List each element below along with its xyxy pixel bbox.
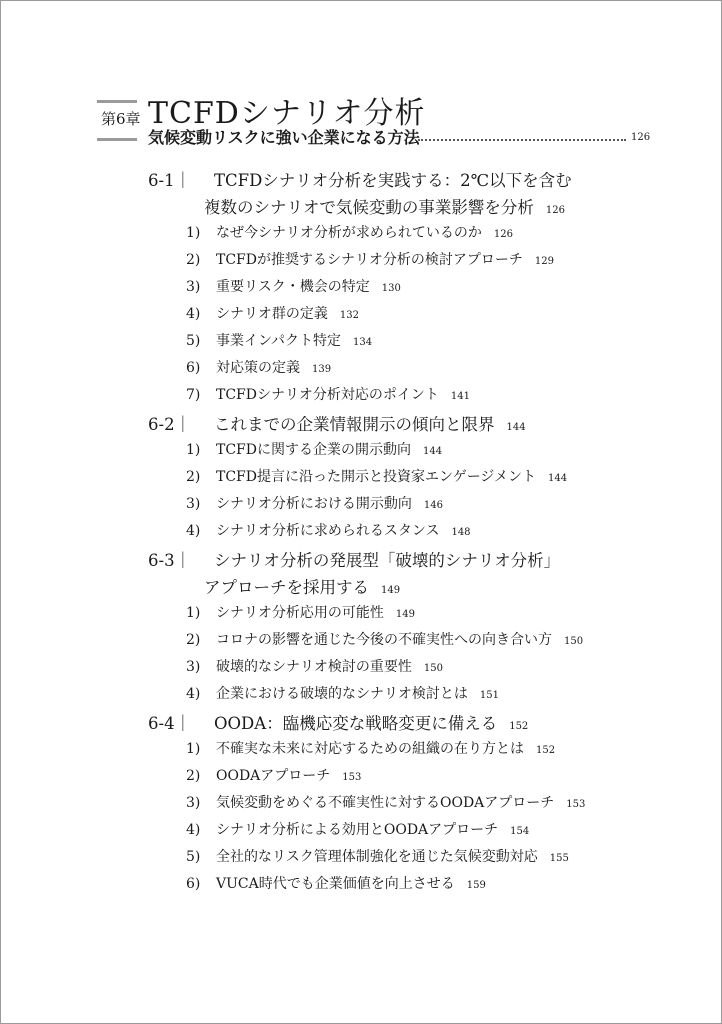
toc-item: [186, 656, 443, 676]
item-page-number: 151: [479, 690, 499, 701]
toc-item: [186, 602, 415, 622]
toc-item: [186, 249, 554, 269]
chapter-rule-bottom: [97, 138, 137, 141]
item-page-number: 153: [566, 799, 586, 810]
item-title: TCFD提言に沿った開示と投資家エンゲージメント: [216, 469, 537, 485]
section-title: シナリオ分析の発展型「破壊的シナリオ分析」: [214, 551, 561, 570]
toc-item: [186, 222, 513, 242]
item-title: TCFDシナリオ分析対応のポイント: [216, 387, 439, 403]
item-number: 1): [186, 741, 201, 757]
toc-item: [186, 493, 443, 513]
item-page-number: 154: [510, 826, 530, 837]
item-number: 3): [186, 496, 201, 512]
section-heading: [148, 411, 526, 435]
item-page-number: 130: [381, 283, 401, 294]
toc-item: [186, 629, 583, 649]
toc-item: [186, 765, 361, 785]
item-page-number: 150: [564, 636, 584, 647]
toc-item: [186, 276, 401, 296]
item-title: シナリオ群の定義: [216, 306, 328, 322]
item-title: シナリオ分析における開示動向: [216, 496, 412, 512]
item-page-number: 152: [536, 745, 556, 756]
section-title: TCFDシナリオ分析を実践する：2℃以下を含む: [214, 171, 572, 190]
item-title: OODAアプローチ: [216, 768, 331, 784]
item-title: 破壊的なシナリオ検討の重要性: [216, 659, 412, 675]
section-page-number: 144: [506, 422, 526, 433]
item-number: 3): [186, 279, 201, 295]
item-number: 5): [186, 849, 201, 865]
section-title-continued: [204, 574, 400, 598]
toc-item: [186, 384, 470, 404]
toc-item: [186, 439, 442, 459]
toc-item: [186, 738, 555, 758]
item-number: 1): [186, 442, 201, 458]
item-number: 1): [186, 225, 201, 241]
item-number: 4): [186, 686, 201, 702]
item-page-number: 149: [395, 609, 415, 620]
chapter-label: 第6章: [101, 110, 141, 128]
section-number: 6-1｜: [148, 171, 192, 190]
item-number: 3): [186, 795, 201, 811]
chapter-rule-top: [97, 100, 137, 103]
item-title: 対応策の定義: [216, 360, 300, 376]
section-number: 6-4｜: [148, 714, 192, 733]
item-title: 重要リスク・機会の特定: [216, 279, 370, 295]
toc-item: [186, 792, 585, 812]
item-page-number: 134: [353, 337, 373, 348]
toc-item: [186, 520, 471, 540]
toc-item: [186, 683, 499, 703]
section-title-continued: [204, 194, 565, 218]
section-title: これまでの企業情報開示の傾向と限界: [214, 415, 495, 434]
item-title: シナリオ分析応用の可能性: [216, 605, 384, 621]
item-number: 4): [186, 523, 201, 539]
chapter-subtitle: 気候変動リスクに強い企業になる方法: [148, 128, 420, 147]
item-number: 4): [186, 306, 201, 322]
item-page-number: 159: [466, 880, 486, 891]
item-number: 4): [186, 822, 201, 838]
item-title: 不確実な未来に対応するための組織の在り方とは: [216, 741, 524, 757]
section-number: 6-3｜: [148, 551, 192, 570]
toc-item: [186, 873, 486, 893]
item-page-number: 139: [312, 364, 332, 375]
chapter-leader-dots: [418, 139, 626, 141]
section-heading: [148, 167, 572, 191]
toc-item: [186, 303, 359, 323]
item-number: 5): [186, 333, 201, 349]
section-page-number: 126: [545, 205, 565, 216]
section-heading: [148, 547, 560, 571]
section-page-number: 152: [509, 721, 529, 732]
toc-item: [186, 330, 372, 350]
item-page-number: 155: [549, 853, 569, 864]
toc-item: [186, 846, 569, 866]
item-title: シナリオ分析に求められるスタンス: [216, 523, 440, 539]
chapter-page-number: 126: [631, 132, 651, 143]
item-number: 3): [186, 659, 201, 675]
toc-item: [186, 466, 567, 486]
item-title: 全社的なリスク管理体制強化を通じた気候変動対応: [216, 849, 538, 865]
item-page-number: 144: [548, 473, 568, 484]
item-title: TCFDに関する企業の開示動向: [216, 442, 411, 458]
item-number: 2): [186, 252, 201, 268]
item-number: 1): [186, 605, 201, 621]
item-title: シナリオ分析による効用とOODAアプローチ: [216, 822, 499, 838]
section-title: OODA：臨機応変な戦略変更に備える: [214, 714, 498, 733]
chapter-title: TCFDシナリオ分析: [148, 96, 426, 131]
item-number: 2): [186, 632, 201, 648]
toc-item: [186, 819, 529, 839]
item-page-number: 126: [493, 229, 513, 240]
toc-item: [186, 357, 331, 377]
section-heading: [148, 710, 528, 734]
section-title-line2: 複数のシナリオで気候変動の事業影響を分析: [204, 198, 534, 217]
item-title: なぜ今シナリオ分析が求められているのか: [216, 225, 482, 241]
section-title-line2: アプローチを採用する: [204, 578, 369, 597]
item-title: TCFDが推奨するシナリオ分析の検討アプローチ: [216, 252, 523, 268]
item-number: 7): [186, 387, 201, 403]
item-page-number: 153: [342, 772, 362, 783]
item-page-number: 148: [451, 527, 471, 538]
item-page-number: 129: [534, 256, 554, 267]
item-number: 6): [186, 360, 201, 376]
item-page-number: 146: [423, 500, 443, 511]
item-page-number: 132: [339, 310, 359, 321]
item-number: 2): [186, 768, 201, 784]
section-number: 6-2｜: [148, 415, 192, 434]
item-page-number: 141: [450, 391, 470, 402]
item-number: 6): [186, 876, 201, 892]
item-title: コロナの影響を通じた今後の不確実性への向き合い方: [216, 632, 552, 648]
section-page-number: 149: [381, 585, 401, 596]
item-title: 企業における破壊的なシナリオ検討とは: [216, 686, 468, 702]
item-page-number: 144: [423, 446, 443, 457]
item-title: 気候変動をめぐる不確実性に対するOODAアプローチ: [216, 795, 555, 811]
item-number: 2): [186, 469, 201, 485]
item-page-number: 150: [423, 663, 443, 674]
item-title: VUCA時代でも企業価値を向上させる: [216, 876, 455, 892]
item-title: 事業インパクト特定: [216, 333, 342, 349]
